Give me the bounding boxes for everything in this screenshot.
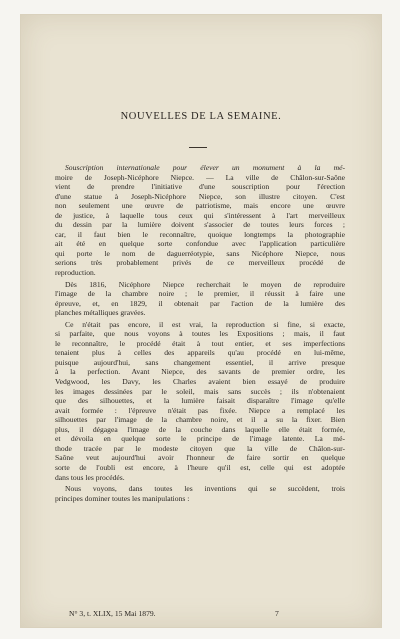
text-line: reproduction.: [55, 268, 96, 278]
text-line: que des silhouettes, et la lumière faisait disparaître l'image qu'elle: [55, 396, 345, 406]
article-body: [55, 163, 345, 503]
text-line: silhouettes par l'image de la chambre noire, et il a su la fixer. Bien: [55, 415, 345, 425]
text-line: Saône veut aujourd'hui avoir l'honneur de faire sortir en quelque: [55, 453, 345, 463]
issue-reference: N° 3, t. XLIX, 15 Mai 1879.: [69, 609, 156, 618]
text-line: Ce n'était pas encore, il est vrai, la reproduction si fine, si exacte,: [65, 319, 345, 329]
text-line: du dessin par la lumière doivent s'associer de toutes leurs forces ;: [55, 220, 345, 230]
text-line: sorte de l'oubli est encore, à l'heure qu'il est, celle qui est adoptée: [55, 462, 345, 472]
text-line: principes dominer toutes les manipulations :: [55, 493, 190, 503]
document-page: [20, 14, 382, 628]
text-line: dans tous les procédés.: [55, 472, 125, 482]
text-line: moire de Joseph-Nicéphore Niepce. — La ville de Châlon-sur-Saône: [55, 172, 345, 182]
text-line: si parfaite, que nous voyons à toutes les Expositions ; mais, il faut: [55, 329, 345, 339]
text-line: car, il faut bien le reconnaître, quoique longtemps la photographie: [55, 229, 345, 239]
page-number: 7: [275, 609, 279, 618]
text-line: puisque aujourd'hui, sans changement essentiel, il arrive presque: [55, 357, 345, 367]
text-line: planches métalliques gravées.: [55, 308, 146, 318]
text-line: Dès 1816, Nicéphore Niepce recherchait le moyen de reproduire: [65, 279, 345, 289]
text-line: le reconnaître, le procédé était à tout entier, et ses imperfections: [55, 338, 345, 348]
text-line: à la perfection. Avant Niepce, des savants de premier ordre, les: [55, 367, 345, 377]
text-line: épreuve, et, en 1829, il obtenait par l'action de la lumière des: [55, 298, 345, 308]
text-line: Vedgwood, les Davy, les Charles avaient bien essayé de produire: [55, 377, 345, 387]
text-line: avait formée : l'épreuve n'était pas fixée. Niepce a remplacé les: [55, 405, 345, 415]
text-line: non seulement une œuvre de patriotisme, mais encore une œuvre: [55, 201, 345, 211]
text-line: tenaient plus à celles des appareils qu'au procédé en lui-même,: [55, 348, 345, 358]
text-line: Nous voyons, dans toutes les inventions qui se succèdent, trois: [65, 484, 345, 494]
text-line: vient de prendre l'initiative d'une souscription pour l'érection: [55, 182, 345, 192]
text-line: qui porte le nom de daguerréotypie, sans Nicéphore Niepce, nous: [55, 248, 345, 258]
text-line: plus, il dégagea l'image de la couche dans laquelle elle était formée,: [55, 424, 345, 434]
text-line: de justice, à laquelle tous ceux qui s'intéressent à l'art merveilleux: [55, 210, 345, 220]
text-line: Souscription internationale pour élever un monument à la mé-: [65, 163, 345, 172]
title-rule: [189, 147, 207, 148]
text-line: d'une statue à Joseph-Nicéphore Niepce, son illustre citoyen. C'est: [55, 191, 345, 201]
text-line: ait été en quelque sorte confondue avec l'application particulière: [55, 239, 345, 249]
text-line: les images dessinées par le soleil, mais sans succès ; ils n'obtenaient: [55, 386, 345, 396]
text-line: et dévoila en quelque sorte le principe de l'image latente. La mé-: [55, 434, 345, 444]
text-line: serions très probablement privés de ce merveilleux procédé de: [55, 258, 345, 268]
text-line: thode tracée par le modeste citoyen que la ville de Châlon-sur-: [55, 443, 345, 453]
text-line: l'image de la chambre noire ; le premier, il réussit à faire une: [55, 289, 345, 299]
page-title: NOUVELLES DE LA SEMAINE.: [120, 111, 282, 122]
